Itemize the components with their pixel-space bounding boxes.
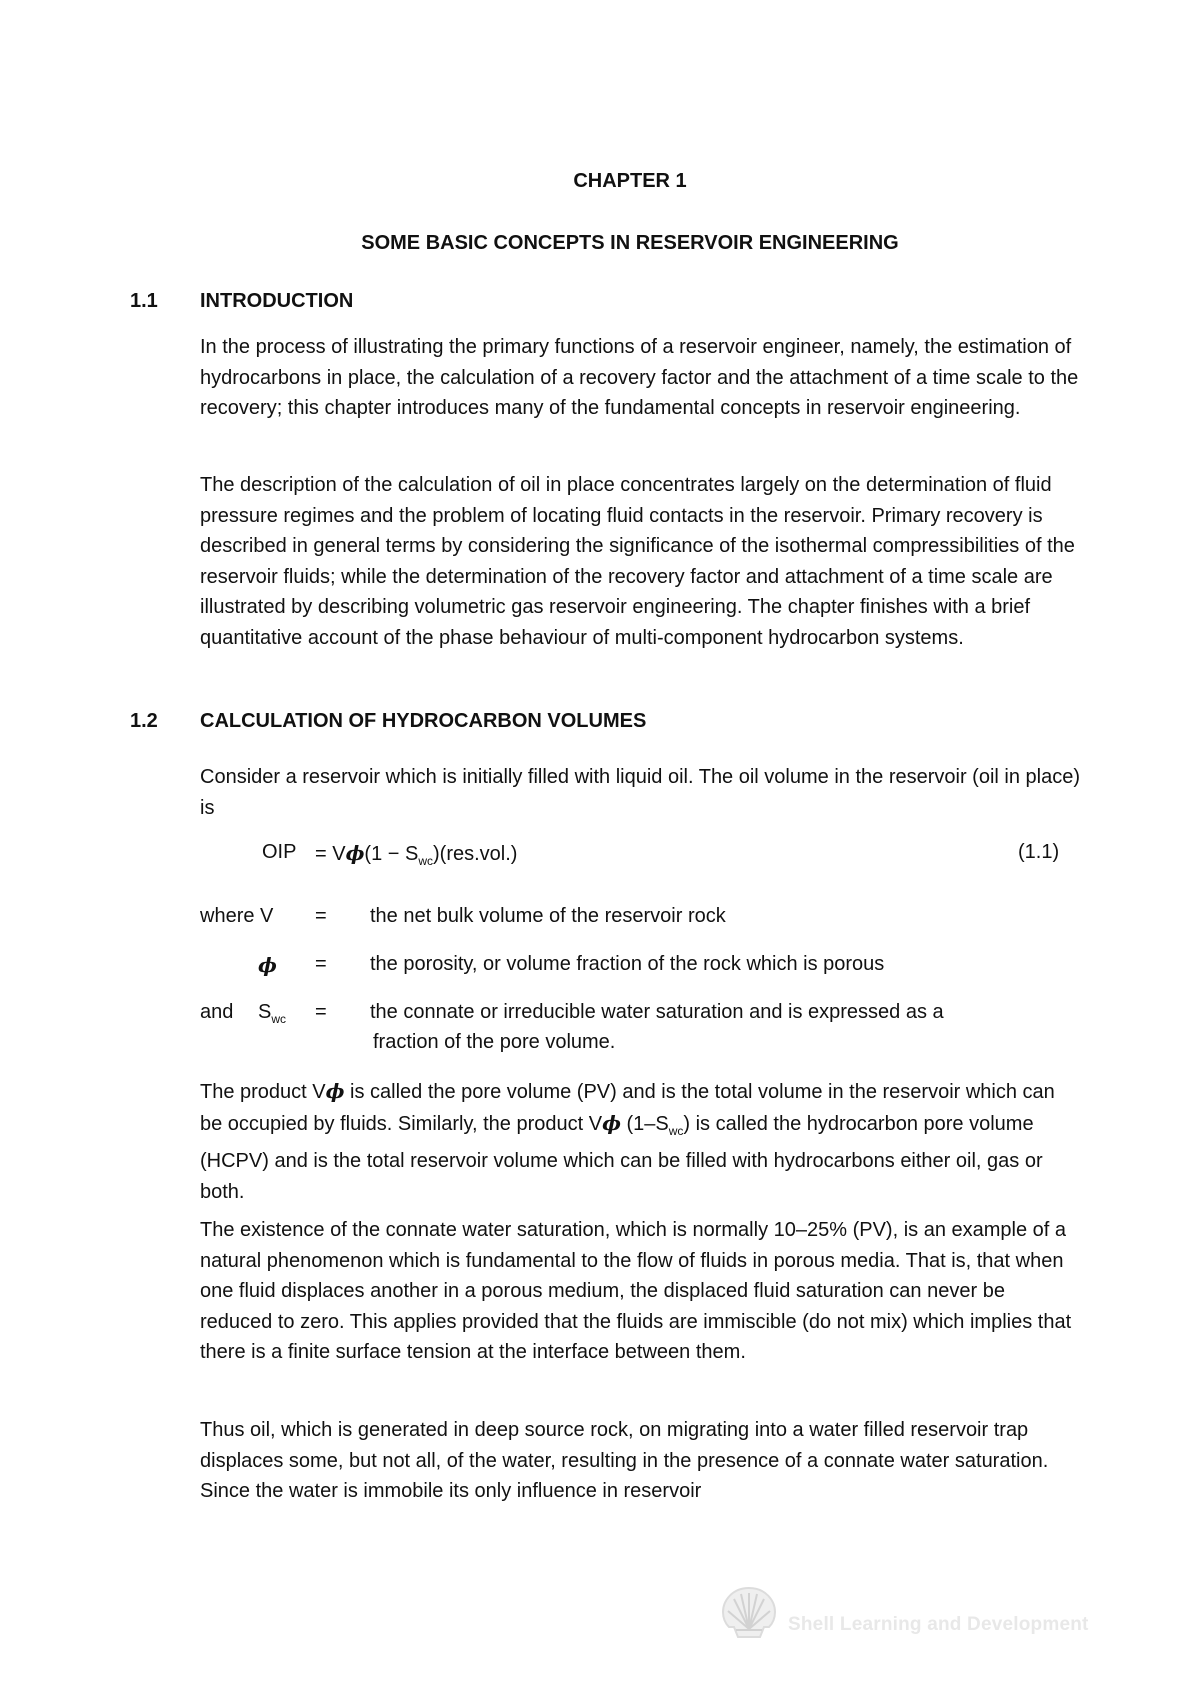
- paragraph: [200, 1076, 1080, 1207]
- phi-symbol: ϕ: [345, 841, 365, 865]
- definition-prefix: and: [200, 1001, 234, 1023]
- equation-lhs: OIP: [262, 841, 297, 863]
- equation-number: (1.1): [1018, 841, 1060, 863]
- equation-part: (1 − S: [364, 843, 419, 865]
- section-number: 1.1: [130, 290, 158, 312]
- paragraph: The existence of the connate water saturation, which is normally 10–25% (PV), is an example of a natural phenomenon which is fundamental to the flow of fluids in porous media. That is, that when one fluid displaces another in a porous medium, the displaced fluid saturation can never be reduced to zero. This applies provided that the fluids are immiscible (do not mix) which implies that there is a finite surface tension at the interface between them.: [200, 1219, 1072, 1363]
- phi-symbol: ϕ: [325, 1079, 345, 1103]
- subscript: wc: [271, 1012, 287, 1026]
- definition-text: the porosity, or volume fraction of the rock which is porous: [370, 953, 885, 975]
- section-number: 1.2: [130, 710, 158, 732]
- definition-equals: =: [315, 1001, 327, 1023]
- text-run: is called the pore volume (PV) and is the total volume in the reservoir which can be occupied by fluids. Similarly, the product V: [200, 1081, 1055, 1135]
- section-title: INTRODUCTION: [200, 290, 354, 312]
- footer-logo-text: Shell Learning and Development: [788, 1614, 1089, 1635]
- subscript: wc: [668, 1123, 684, 1138]
- definition-equals: =: [315, 905, 327, 927]
- symbol: S: [258, 1001, 272, 1023]
- paragraph: In the process of illustrating the primary functions of a reservoir engineer, namely, the estimation of hydrocarbons in place, the calculation of a recovery factor and the attachment of a time scale to the recovery; this chapter introduces many of the fundamental concepts in reservoir engineering.: [200, 336, 1079, 419]
- subscript: wc: [418, 854, 433, 868]
- text-run: ) is called the hydrocarbon pore volume (HCPV) and is the total reservoir volume which can be filled with hydrocarbons either oil, gas or both.: [200, 1112, 1043, 1203]
- shell-logo-icon: [720, 1585, 778, 1641]
- equation-rhs: [315, 841, 517, 868]
- chapter-title: SOME BASIC CONCEPTS IN RESERVOIR ENGINEERING: [361, 232, 899, 254]
- paragraph: Consider a reservoir which is initially filled with liquid oil. The oil volume in the reservoir (oil in place) is: [200, 766, 1080, 819]
- definition-text: the connate or irreducible water saturation and is expressed as a: [370, 1001, 944, 1023]
- equation-part: = V: [315, 843, 346, 865]
- equation-part: )(res.vol.): [433, 843, 518, 865]
- text-run: (1–S: [620, 1112, 669, 1135]
- paragraph: Thus oil, which is generated in deep source rock, on migrating into a water filled reservoir trap displaces some, but not all, of the water, resulting in the presence of a connate water saturation. Since the water is immobile its only influence in reservoir: [200, 1419, 1049, 1502]
- text-run: The product V: [200, 1081, 326, 1103]
- definition-prefix: where V: [200, 905, 274, 927]
- definition-symbol: [258, 1001, 286, 1026]
- phi-symbol: ϕ: [602, 1110, 621, 1135]
- definition-text-continued: fraction of the pore volume.: [373, 1031, 616, 1053]
- definition-equals: =: [315, 953, 327, 975]
- paragraph: The description of the calculation of oil in place concentrates largely on the determination of fluid pressure regimes and the problem of locating fluid contacts in the reservoir. Primary recovery is described in general terms by considering the significance of the isothermal compressibilities of the reservoir fluids; while the determination of the recovery factor and attachment of a time scale are illustrated by describing volumetric gas reservoir engineering. The chapter finishes with a brief quantitative account of the phase behaviour of multi-component hydrocarbon systems.: [200, 474, 1075, 649]
- definition-text: the net bulk volume of the reservoir rock: [370, 905, 726, 927]
- phi-symbol: ϕ: [258, 953, 277, 977]
- section-title: CALCULATION OF HYDROCARBON VOLUMES: [200, 710, 647, 732]
- chapter-label: CHAPTER 1: [573, 170, 687, 192]
